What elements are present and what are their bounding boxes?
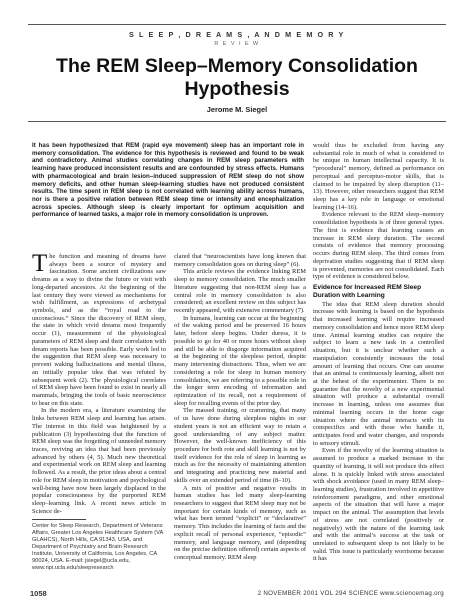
body-paragraph: In humans, learning can occur at the beginning of the waking period and be preserved 16 hours later, before sleep begins. Under duress, it is possible to go for 40 or more hours without sleep and still be able to disgorge information acquired at the beginning of the sleepless period, despite many intervening distractions. Thus, when we are considering a role for sleep in human memory consolidation, we are referring to a possible role in the longer term encoding of information and optimization of its recall, not a requirement of sleep for recalling events of the prior day.	[174, 314, 306, 407]
author-affiliation: Center for Sleep Research, Department of Veterans Affairs, Greater Los Angeles Healthcare System (VA GLAHCS), North Hills, CA 91343, USA, and Department of Psychiatry and Brain Research Institute, University of California, Los Angeles, CA 90024, USA. E-mail: jsiegel@ucla.edu, www.npi.ucla.edu/sleepresearch	[32, 523, 163, 572]
column-3	[313, 142, 444, 563]
drop-cap: T	[32, 250, 48, 277]
body-paragraph: would thus be excluded from having any substantial role in much of what is considered to be unique in human intellectual capacity. It is “procedural” memory, defined as performance on perceptual and perceptuo-motor skills, that is claimed to be impaired by sleep disruption (11–13). However, other researchers suggest that REM sleep has a key role in language or emotional learning (14–16).	[313, 142, 444, 211]
body-paragraph: The function and meaning of dreams have always been a source of mystery and fascination. Some ancient civilizations saw dreams as a way to divine the future or visit with long-departed ancestors. At the beginning of the last century they were viewed as mechanisms for wish fulfillment, as expressions of archetypal symbols, and as the “royal road to the unconscious.” Since the discovery of REM sleep, the state in which vivid dreams most frequently occur (1), measurement of the physiological parameters of REM sleep and their correlation with dream reports has been possible. Early work led to the suggestion that REM sleep was necessary to prevent waking hallucinations and mental illness, an initially popular idea that was refuted by subsequent work (2). The physiological correlates of REM sleep have been found to exist in nearly all mammals, bringing the tools of basic neuroscience to bear on this state.	[32, 250, 166, 407]
body-paragraph: This article reviews the evidence linking REM sleep to memory consolidation. The much smaller literature suggesting that non-REM sleep has a central role in memory consolidation is also considered; an excellent review on this subject has recently appeared, with extensive commentary (7).	[174, 268, 306, 315]
affiliation-rule	[32, 519, 86, 520]
body-paragraph: The idea that REM sleep duration should increase with learning is based on the hypothesis that increased learning will require increased memory consolidation and hence more REM sleep time. Animal learning studies can require the subject to learn a new task in a controlled situation, but it is unclear whether such a manipulation consistently increases the total amount of learning that occurs. One can assume that an animal is continuously learning, albeit not at the behest of the experimenter. There is no guarantee that the novelty of a new experimental situation will produce a substantial overall increase in learning, unless one assumes that minimal learning occurs in the home cage situation where the animal interacts with its conspecifics and with those who handle it, anticipates food and water changes, and responds to sensory stimuli.	[313, 300, 444, 447]
body-paragraph: A mix of positive and negative results in human studies has led many sleep-learning researchers to suggest that REM sleep may not be important for certain kinds of memory, such as what has been termed “explicit” or “declarative” memory. This includes the learning of facts and the explicit recall of personal experience, “episodic” memory, and language memory, and (depending on the precise definition offered) certain aspects of conceptual memory. REM sleep	[174, 484, 306, 562]
running-footer: 2 NOVEMBER 2001 VOL 294 SCIENCE www.sciencemag.org	[257, 590, 444, 597]
section-heading: Evidence for Increased REM Sleep Duration with Learning	[313, 283, 422, 299]
column-1	[32, 250, 166, 572]
page-number: 1058	[30, 589, 47, 598]
body-paragraph: Even if the novelty of the learning situation is assumed to produce a marked increase in the quantity of learning, it will not produce this effect alone. It is quickly linked with stress associated with shock avoidance (used in many REM sleep–learning studies), frustration involved in appetitive reinforcement paradigms, and other emotional aspects of the situation that will have a major impact on the animal. The assumption that levels of stress are not correlated (positively or negatively) with the nature of the learning task and with the animal’s success at the task or unrelated to subsequent sleep is not likely to be valid. This issue is particularly worrisome because it has	[313, 447, 444, 563]
body-paragraph: Evidence relevant to the REM sleep–memory consolidation hypothesis is of three general types. The first is evidence that learning causes an increase in REM sleep duration. The second consists of evidence that memory processing occurs during REM sleep. The third comes from deprivation studies suggesting that if REM sleep is prevented, memories are not consolidated. Each type of evidence is considered below.	[313, 211, 444, 281]
top-rule	[28, 24, 446, 25]
section-kicker: S L E E P , D R E A M S , A N D M E M O R Y	[129, 30, 345, 39]
article-title-line-1: The REM Sleep–Memory Consolidation	[56, 55, 418, 77]
column-2	[174, 253, 306, 562]
body-paragraph: In the modern era, a literature examining the links between REM sleep and learning has arisen. The interest in this field was heightened by a publication (3) hypothesizing that the function of REM sleep was the forgetting of unneeded memory traces, reviving an idea that had been previously advanced by others (4, 5). Much new theoretical and experimental work on REM sleep and learning followed. As a result, the prior ideas about a central role for REM sleep in motivation and psychological well-being have now been largely displaced in the popular consciousness by the purported REM sleep–learning link. A recent news article in Science de-	[32, 407, 166, 515]
title-rule	[28, 121, 446, 122]
article-title-line-2: Hypothesis	[184, 78, 290, 100]
abstract: It has been hypothesized that REM (rapid eye movement) sleep has an important role in memory consolidation. The evidence for this hypothesis is reviewed and found to be weak and contradictory. Animal studies correlating changes in REM sleep parameters with learning have produced inconsistent results and are confounded by stress effects. Humans with pharmacological and brain lesion–induced suppression of REM sleep do not show memory deficits, and other human sleep-learning studies have not produced consistent results. The time spent in REM sleep is not correlated with learning ability across humans, nor is there a positive relation between REM sleep time or intensity and encephalization across species. Although sleep is clearly important for optimum acquisition and performance of learned tasks, a major role in memory consolidation is unproven.	[32, 142, 304, 219]
body-paragraph: clared that “neuroscientists have long known that memory consolidation goes on during sleep” (6).	[174, 253, 306, 268]
body-paragraph: The massed training, or cramming, that many of us have done during sleepless nights in our student years is not an efficient way to retain a good understanding of any subject matter. However, the well-known inefficiency of this procedure for both rote and skill learning is not by itself evidence for the role of sleep in learning as much as for the necessity of maintaining attention and integrating and practicing new material and skills over an extended period of time (8–10).	[174, 407, 306, 484]
section-label: R E V I E W	[214, 41, 260, 47]
author-byline: Jerome M. Siegel	[206, 105, 268, 114]
